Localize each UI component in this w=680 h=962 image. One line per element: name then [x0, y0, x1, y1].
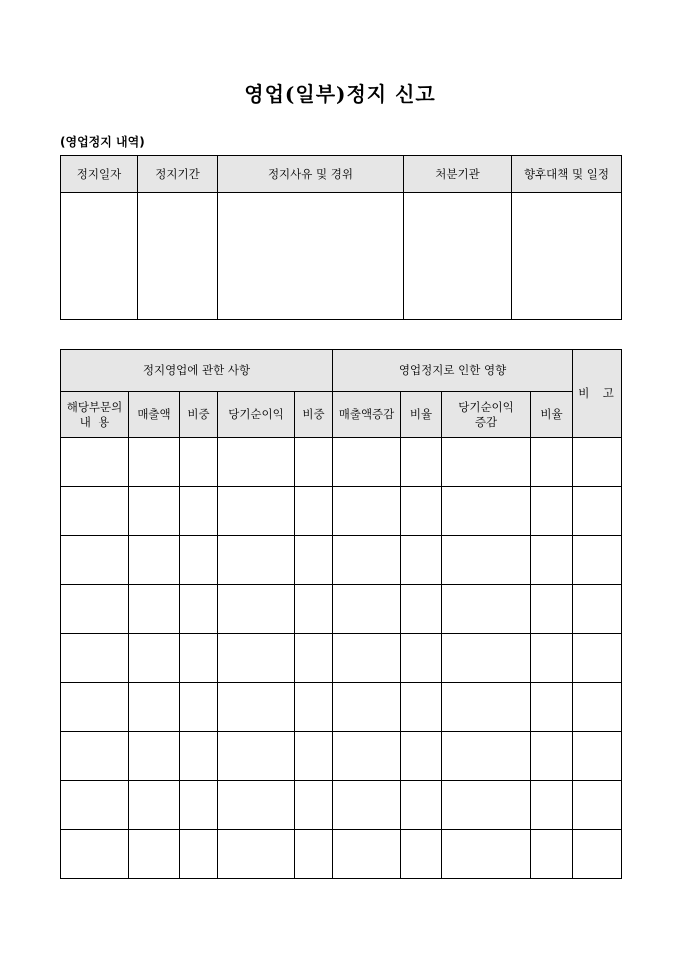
header-suspended-business: 정지영업에 관한 사항 [61, 350, 333, 392]
header-net-income: 당기순이익 [218, 392, 295, 438]
header-disposition-agency: 처분기관 [404, 156, 512, 193]
table-cell[interactable] [218, 585, 295, 634]
table-cell[interactable] [180, 830, 218, 879]
table-cell[interactable] [61, 732, 129, 781]
table-cell[interactable] [401, 585, 442, 634]
header-net-income-change-line2: 증감 [474, 414, 498, 429]
table-cell[interactable] [531, 781, 573, 830]
table-cell[interactable] [218, 732, 295, 781]
table-row [61, 438, 622, 487]
cell-suspension-reason[interactable] [218, 193, 404, 320]
table-cell[interactable] [442, 732, 531, 781]
table-cell[interactable] [61, 438, 129, 487]
table-cell[interactable] [218, 487, 295, 536]
table-cell[interactable] [180, 634, 218, 683]
table-cell[interactable] [61, 487, 129, 536]
table-cell[interactable] [180, 781, 218, 830]
section-label: (영업정지 내역) [60, 135, 145, 149]
header-rate-2: 비율 [531, 392, 573, 438]
table-cell[interactable] [129, 634, 180, 683]
table-cell[interactable] [333, 634, 401, 683]
table-cell[interactable] [218, 634, 295, 683]
table-cell[interactable] [295, 683, 333, 732]
table-cell[interactable] [129, 683, 180, 732]
table-cell[interactable] [401, 634, 442, 683]
table-cell[interactable] [573, 585, 622, 634]
table-cell[interactable] [442, 585, 531, 634]
header-share-2: 비중 [295, 392, 333, 438]
table-row [61, 634, 622, 683]
table-cell[interactable] [129, 536, 180, 585]
table-row [61, 585, 622, 634]
table-cell[interactable] [333, 585, 401, 634]
table-cell[interactable] [531, 438, 573, 487]
header-sales-change: 매출액증감 [333, 392, 401, 438]
table-cell[interactable] [531, 536, 573, 585]
suspension-details-table [60, 155, 622, 320]
table1-header-row [61, 156, 622, 193]
table-cell[interactable] [442, 781, 531, 830]
table-cell[interactable] [295, 585, 333, 634]
table2-body [61, 438, 622, 879]
table-cell[interactable] [129, 585, 180, 634]
table-cell[interactable] [180, 732, 218, 781]
table-cell[interactable] [129, 830, 180, 879]
table-cell[interactable] [295, 536, 333, 585]
header-future-plans: 향후대책 및 일정 [512, 156, 622, 193]
table-cell[interactable] [295, 634, 333, 683]
table-cell[interactable] [401, 732, 442, 781]
table-cell[interactable] [531, 487, 573, 536]
table-cell[interactable] [295, 830, 333, 879]
header-suspension-impact: 영업정지로 인한 영향 [333, 350, 573, 392]
header-remarks: 비 고 [573, 350, 622, 438]
table-cell[interactable] [218, 438, 295, 487]
header-department [61, 392, 129, 438]
table-cell[interactable] [573, 438, 622, 487]
header-suspension-date: 정지일자 [61, 156, 138, 193]
table-cell[interactable] [333, 683, 401, 732]
table-cell[interactable] [401, 830, 442, 879]
table-row [61, 683, 622, 732]
table-cell[interactable] [333, 781, 401, 830]
table2-group-header-row [61, 350, 622, 392]
table-cell[interactable] [333, 438, 401, 487]
table-cell[interactable] [333, 830, 401, 879]
table-cell[interactable] [573, 830, 622, 879]
table-row [61, 487, 622, 536]
table-cell[interactable] [61, 683, 129, 732]
table-cell[interactable] [295, 487, 333, 536]
table-cell[interactable] [61, 585, 129, 634]
table-cell[interactable] [401, 781, 442, 830]
table-cell[interactable] [442, 830, 531, 879]
table-cell[interactable] [180, 536, 218, 585]
cell-disposition-agency[interactable] [404, 193, 512, 320]
table-cell[interactable] [295, 732, 333, 781]
table-cell[interactable] [129, 438, 180, 487]
table-cell[interactable] [442, 634, 531, 683]
table-cell[interactable] [531, 634, 573, 683]
table-row [61, 536, 622, 585]
table-cell[interactable] [333, 487, 401, 536]
table-cell[interactable] [218, 830, 295, 879]
table-cell[interactable] [442, 536, 531, 585]
table-cell[interactable] [531, 683, 573, 732]
table-cell[interactable] [180, 585, 218, 634]
table-cell[interactable] [531, 830, 573, 879]
table-row [61, 781, 622, 830]
table-cell[interactable] [180, 487, 218, 536]
cell-suspension-date[interactable] [61, 193, 138, 320]
header-share: 비중 [180, 392, 218, 438]
table-cell[interactable] [295, 781, 333, 830]
table-cell[interactable] [218, 536, 295, 585]
header-rate: 비율 [401, 392, 442, 438]
header-department-line2: 내 용 [79, 414, 110, 429]
table-cell[interactable] [442, 487, 531, 536]
table-cell[interactable] [401, 487, 442, 536]
table-cell[interactable] [573, 683, 622, 732]
table-cell[interactable] [61, 781, 129, 830]
cell-future-plans[interactable] [512, 193, 622, 320]
table-row [61, 732, 622, 781]
header-suspension-period: 정지기간 [138, 156, 218, 193]
header-sales: 매출액 [129, 392, 180, 438]
header-net-income-change-line1: 당기순이익 [458, 399, 514, 414]
table-cell[interactable] [61, 830, 129, 879]
cell-suspension-period[interactable] [138, 193, 218, 320]
table-cell[interactable] [218, 781, 295, 830]
table-cell[interactable] [573, 781, 622, 830]
table-cell[interactable] [442, 438, 531, 487]
table2-sub-header-row [61, 392, 622, 438]
header-department-line1: 해당부문의 [66, 399, 123, 414]
suspension-impact-table [60, 349, 622, 879]
table-cell[interactable] [333, 536, 401, 585]
table-cell[interactable] [573, 487, 622, 536]
table-cell[interactable] [531, 732, 573, 781]
table-cell[interactable] [442, 683, 531, 732]
table-cell[interactable] [401, 536, 442, 585]
table-cell[interactable] [531, 585, 573, 634]
table-cell[interactable] [401, 438, 442, 487]
table-cell[interactable] [180, 438, 218, 487]
table-cell[interactable] [61, 536, 129, 585]
table-cell[interactable] [218, 683, 295, 732]
table-cell[interactable] [295, 438, 333, 487]
table-cell[interactable] [180, 683, 218, 732]
table-cell[interactable] [401, 683, 442, 732]
header-net-income-change [442, 392, 531, 438]
table-cell[interactable] [129, 487, 180, 536]
header-suspension-reason: 정지사유 및 경위 [218, 156, 404, 193]
page-title: 영업(일부)정지 신고 [244, 82, 436, 106]
table1-entry-row [61, 193, 622, 320]
table-row [61, 830, 622, 879]
table-cell[interactable] [573, 536, 622, 585]
table-cell[interactable] [573, 732, 622, 781]
table-cell[interactable] [61, 634, 129, 683]
table-cell[interactable] [129, 732, 180, 781]
table-cell[interactable] [333, 732, 401, 781]
table-cell[interactable] [573, 634, 622, 683]
table-cell[interactable] [129, 781, 180, 830]
